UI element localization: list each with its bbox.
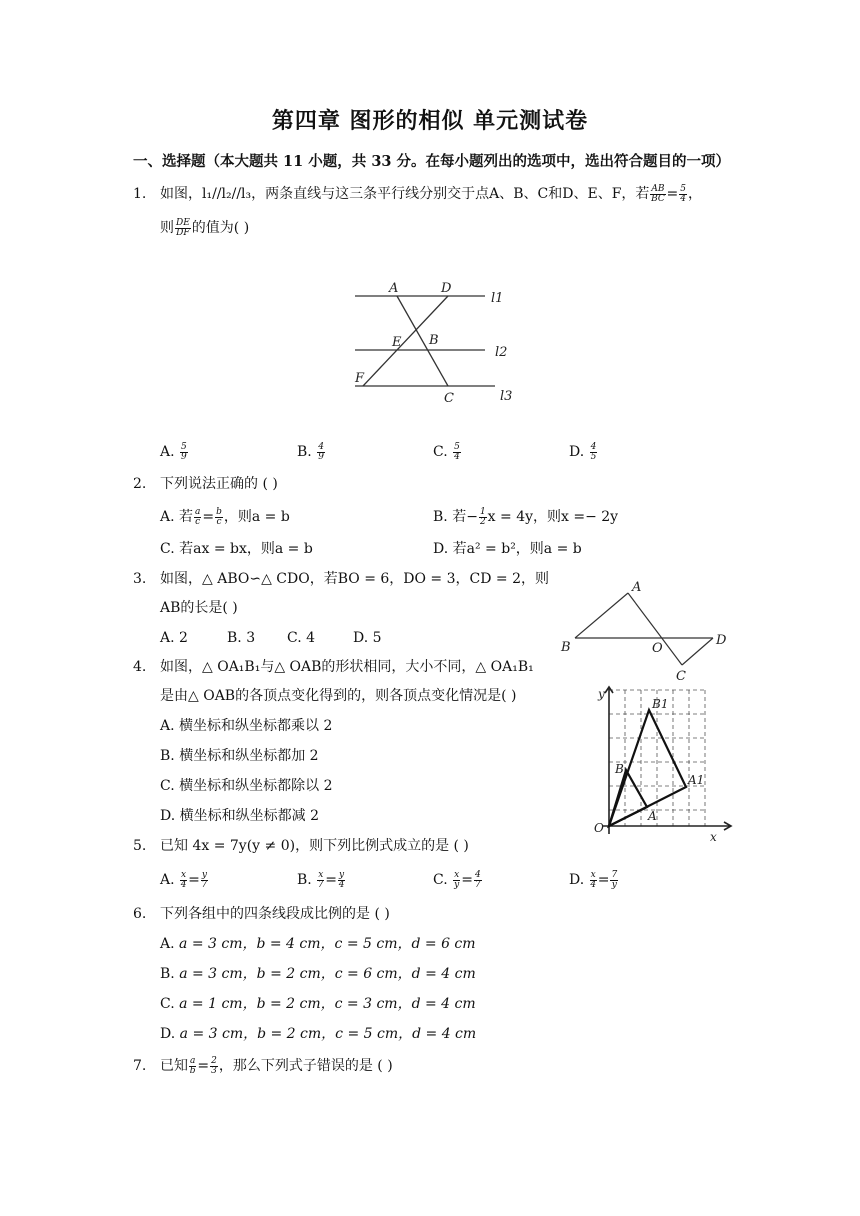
q4-option-b[interactable] [160, 746, 319, 766]
option-suffix: ，则a = b [223, 509, 290, 525]
option-letter: A. [160, 872, 175, 888]
option-letter: D. [569, 872, 585, 888]
numerator: b [216, 506, 222, 517]
option-letter: C. [160, 996, 175, 1012]
numerator: y [201, 869, 207, 880]
label-x: x [710, 830, 717, 844]
q7-suffix: ，那么下列式子错误的是 ( ) [218, 1058, 393, 1074]
option-letter: D. [160, 808, 176, 824]
option-letter: C. [160, 541, 175, 557]
q7-stem: 已知 $\frac{a}{b}$ = $\frac{2}{3}$ ，那么下列式子错误的是 ( ) [160, 1055, 393, 1076]
option-text: 若ax = bx，则a = b [179, 541, 313, 557]
q1-fraction-5-4 [679, 185, 687, 204]
q2-option-d[interactable] [433, 539, 582, 559]
numerator: 2 [211, 1055, 217, 1066]
q6-option-c[interactable] [160, 994, 476, 1014]
option-letter: B. [433, 509, 448, 525]
q6-option-a[interactable] [160, 934, 476, 954]
denominator: 3 [211, 1065, 217, 1076]
q5-option-b[interactable]: B. $\frac{x}{7}$ = $\frac{y}{4}$ [297, 869, 345, 890]
option-text: 横坐标和纵坐标都乘以 2 [179, 718, 333, 734]
q1-option-c[interactable] [433, 442, 462, 462]
option-text: 横坐标和纵坐标都除以 2 [179, 778, 333, 794]
denominator: 7 [201, 879, 208, 890]
q3-stem-line2: AB的长是( ) [160, 600, 238, 616]
option-fraction [317, 443, 325, 462]
q5-option-a[interactable]: A. $\frac{x}{4}$ = $\frac{y}{7}$ [160, 869, 208, 890]
q1-stem-text: 如图，l₁//l₂//l₃，两条直线与这三条平行线分别交于点A、B、C和D、E、F，若 [160, 186, 650, 202]
option-letter: A. [160, 718, 175, 734]
segment-cd [682, 638, 713, 665]
denominator: 7 [317, 879, 324, 890]
segment-ba [575, 593, 628, 638]
numerator: x [181, 869, 187, 880]
q4-option-c[interactable] [160, 776, 332, 796]
option-fraction [180, 443, 188, 462]
q5-stem: 已知 4x = 7y(y ≠ 0)，则下列比例式成立的是 ( ) [160, 838, 469, 854]
numerator: x [318, 869, 324, 880]
denominator: 4 [590, 879, 597, 890]
q4-option-a[interactable] [160, 716, 332, 736]
label-y: y [598, 687, 605, 701]
q5-number: 5. [133, 838, 147, 854]
option-fraction-2 [474, 871, 482, 890]
numerator: 4 [590, 441, 597, 452]
numerator: x [590, 869, 596, 880]
option-fraction-2 [610, 871, 618, 890]
option-fraction-1 [180, 871, 187, 890]
numerator: x [454, 869, 460, 880]
label-b1: B1 [652, 697, 669, 711]
option-letter: D. [433, 541, 449, 557]
denominator: BC [651, 193, 665, 204]
q4-option-d[interactable] [160, 806, 319, 826]
q1-option-d[interactable] [569, 442, 598, 462]
denominator: 2 [479, 516, 486, 527]
option-fraction [453, 443, 461, 462]
q2-option-b[interactable] [433, 507, 618, 527]
numerator: a [195, 506, 201, 517]
numerator: 5 [181, 441, 187, 452]
numerator: 1 [479, 506, 486, 517]
option-prefix: 若 [179, 509, 194, 525]
option-text: a = 3 cm，b = 4 cm，c = 5 cm，d = 6 cm [179, 936, 476, 952]
q4-stem-line2: 是由△ OAB的各顶点变化得到的，则各顶点变化情况是( ) [160, 688, 517, 704]
q4-stem-line1: 如图，△ OA₁B₁与△ OAB的形状相同，大小不同，△ OA₁B₁ [160, 659, 534, 675]
label-l2: l2 [495, 345, 508, 360]
q1-option-a[interactable] [160, 442, 189, 462]
denominator: 4 [680, 193, 686, 204]
denominator: 4 [180, 879, 187, 890]
label-l1: l1 [491, 291, 504, 306]
option-text: 横坐标和纵坐标都减 2 [179, 808, 319, 824]
option-letter: A. [160, 509, 175, 525]
numerator: a [190, 1055, 196, 1066]
label-l3: l3 [500, 389, 513, 404]
q2-stem: 下列说法正确的 ( ) [160, 476, 278, 492]
denominator: 4 [454, 451, 460, 462]
q5-option-d[interactable]: D. $\frac{x}{4}$ = $\frac{7}{y}$ [569, 869, 618, 890]
q3-option-b[interactable]: B. 3 [227, 630, 256, 646]
denominator: 5 [590, 451, 597, 462]
denominator: 7 [474, 879, 481, 890]
label-a: A [632, 580, 642, 595]
q1-parallel-lines-figure [345, 276, 525, 408]
q3-similar-triangles-figure [555, 575, 735, 685]
label-o: O [594, 821, 604, 835]
q2-option-c[interactable] [160, 539, 313, 559]
label-a1: A1 [688, 773, 705, 787]
label-d: D [441, 281, 452, 296]
q1-then: 则 [160, 220, 174, 236]
option-letter: D. [160, 1026, 176, 1042]
label-a: A [389, 281, 399, 296]
numerator: 5 [680, 183, 686, 194]
q2-number: 2. [133, 476, 147, 492]
q3-stem-line1: 如图，△ ABO∽△ CDO，若BO = 6，DO = 3，CD = 2，则 [160, 571, 549, 587]
section-heading: 一、选择题（本大题共 11 小题，共 33 分。在每小题列出的选项中，选出符合题目的一项） [133, 153, 731, 170]
option-fraction-2 [215, 508, 223, 527]
option-fraction [479, 508, 487, 527]
q4-coordinate-grid-figure [590, 684, 740, 846]
q4-number: 4. [133, 659, 147, 675]
option-fraction-1 [317, 871, 324, 890]
label-f: F [355, 371, 365, 386]
denominator: b [189, 1065, 196, 1076]
numerator: DE [176, 217, 190, 228]
q1-fraction-ab-bc [650, 185, 665, 204]
option-letter: C. [433, 872, 448, 888]
label-d: D [716, 633, 727, 648]
option-letter: A. [160, 936, 175, 952]
numerator: AB [651, 183, 665, 194]
q1-stem-line1: 如图，l₁//l₂//l₃，两条直线与这三条平行线分别交于点A、B、C和D、E、F，若 $\frac{AB}{BC}$ = $\frac{5}{4}$ ， [160, 183, 702, 204]
numerator: y [339, 869, 345, 880]
label-b: B [615, 762, 624, 776]
option-suffix: x = 4y，则x =− 2y [487, 509, 619, 525]
option-letter: C. [433, 444, 448, 460]
option-text: a = 3 cm，b = 2 cm，c = 6 cm，d = 4 cm [179, 966, 476, 982]
option-letter: B. [297, 872, 312, 888]
q1-number: 1. [133, 186, 147, 202]
label-o: O [652, 641, 663, 656]
option-letter: C. [160, 778, 175, 794]
q6-stem: 下列各组中的四条线段成比例的是 ( ) [160, 906, 390, 922]
q6-option-d[interactable] [160, 1024, 476, 1044]
q2-option-a[interactable]: A. 若 $\frac{a}{c}$ = $\frac{b}{c}$ ，则a = b [160, 506, 290, 527]
q1-stem-line2 [160, 218, 249, 238]
numerator: 5 [454, 441, 460, 452]
denominator: c [216, 516, 222, 527]
option-text: 横坐标和纵坐标都加 2 [179, 748, 319, 764]
option-fraction-1 [194, 508, 201, 527]
q3-option-d[interactable]: D. 5 [353, 630, 382, 646]
page-title: 第四章 图形的相似 单元测试卷 [271, 108, 589, 134]
option-letter: B. [297, 444, 312, 460]
label-e: E [392, 335, 402, 350]
denominator: y [611, 879, 617, 890]
option-prefix: 若− [452, 509, 478, 525]
label-b: B [561, 640, 571, 655]
q6-option-b[interactable] [160, 964, 476, 984]
option-letter: A. [160, 444, 175, 460]
numerator: 4 [318, 441, 324, 452]
denominator: 4 [338, 879, 345, 890]
label-c: C [444, 391, 454, 406]
q1-fraction-de-df [175, 219, 191, 238]
option-text: a = 1 cm，b = 2 cm，c = 3 cm，d = 4 cm [179, 996, 476, 1012]
option-letter: D. [569, 444, 585, 460]
option-letter: B. [160, 748, 175, 764]
denominator: 9 [181, 451, 187, 462]
q6-number: 6. [133, 906, 147, 922]
option-fraction-2 [338, 871, 345, 890]
q3-option-c[interactable]: C. 4 [287, 630, 316, 646]
label-b: B [429, 333, 439, 348]
option-fraction-2 [201, 871, 208, 890]
q3-option-a[interactable]: A. 2 [160, 630, 188, 646]
q7-number: 7. [133, 1058, 147, 1074]
q3-number: 3. [133, 571, 147, 587]
label-c: C [676, 669, 686, 684]
q7-fraction-2-3 [210, 1057, 218, 1076]
option-letter: B. [160, 966, 175, 982]
option-fraction-1 [453, 871, 460, 890]
option-fraction-1 [590, 871, 597, 890]
denominator: c [195, 516, 201, 527]
q1-option-b[interactable] [297, 442, 326, 462]
numerator: 7 [611, 869, 618, 880]
q7-prefix: 已知 [160, 1058, 188, 1074]
equals-sign: = [666, 186, 679, 202]
label-a: A [648, 809, 657, 823]
option-text: a = 3 cm，b = 2 cm，c = 5 cm，d = 4 cm [179, 1026, 477, 1042]
q1-question-end: 的值为( ) [191, 220, 250, 236]
option-text: 若a² = b²，则a = b [452, 541, 582, 557]
numerator: 4 [474, 869, 481, 880]
option-fraction [590, 443, 598, 462]
q5-option-c[interactable]: C. $\frac{x}{y}$ = $\frac{4}{7}$ [433, 869, 481, 890]
q7-fraction-a-b [189, 1057, 196, 1076]
denominator: 9 [318, 451, 324, 462]
denominator: DF [176, 227, 190, 238]
denominator: y [454, 879, 460, 890]
